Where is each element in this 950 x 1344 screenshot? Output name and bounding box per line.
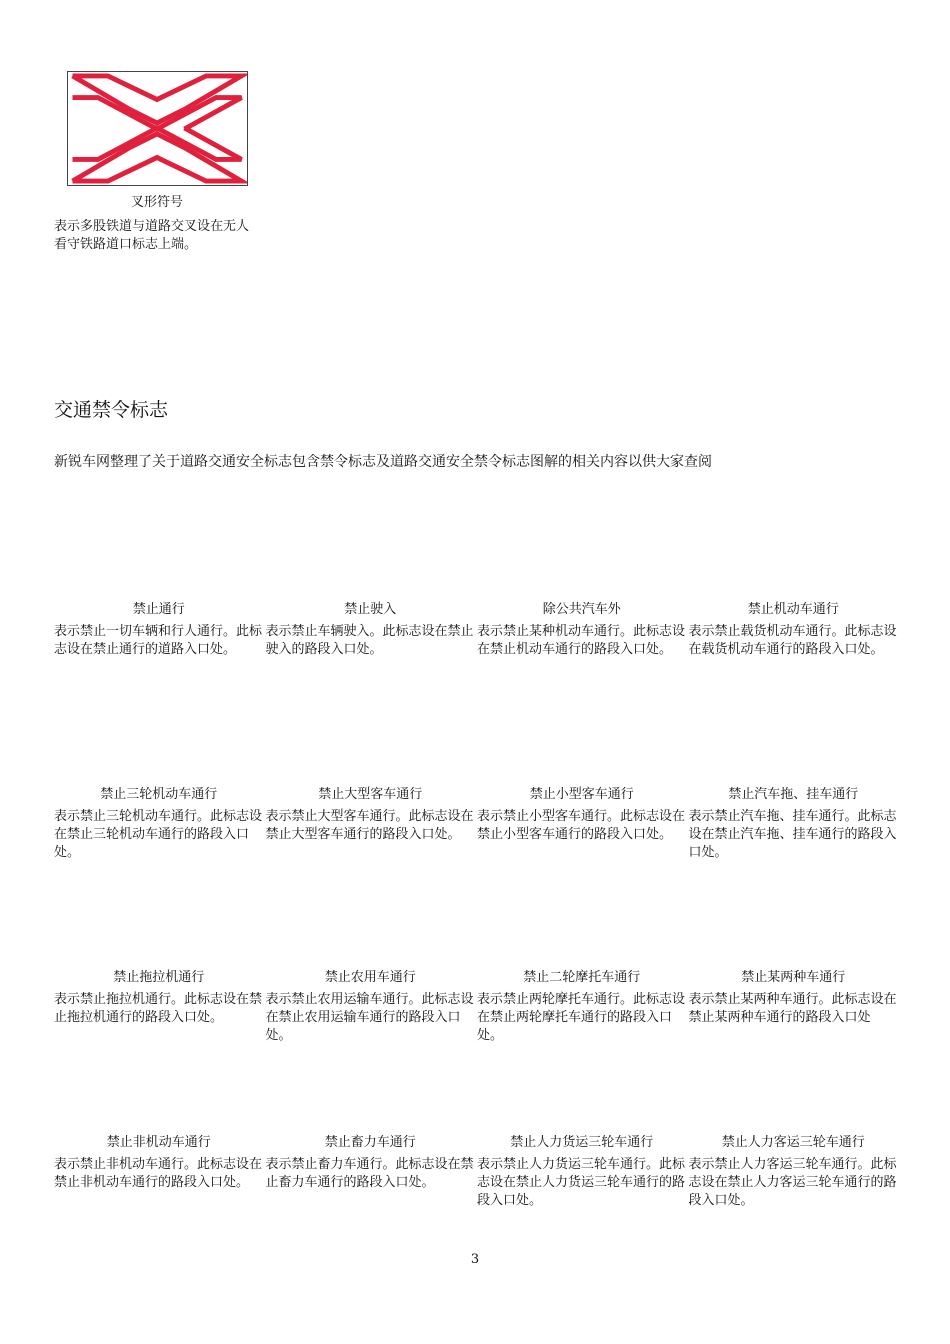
sign-description: 表示禁止大型客车通行。此标志设在禁止大型客车通行的路段入口处。	[265, 809, 474, 842]
sign-description: 表示禁止某两种车通行。此标志设在禁止某两种车通行的路段入口处	[688, 992, 897, 1025]
sign-description: 表示禁止两轮摩托车通行。此标志设在禁止两轮摩托车通行的路段入口处。	[477, 992, 686, 1043]
sign-item	[54, 969, 266, 1045]
sign-description: 表示禁止车辆驶入。此标志设在禁止驶入的路段入口处。	[265, 624, 474, 657]
sign-item	[54, 601, 266, 659]
sign-name: 禁止农用车通行	[324, 970, 416, 985]
sign-name: 禁止机动车通行	[747, 602, 839, 617]
sign-name: 禁止小型客车通行	[529, 787, 634, 802]
sign-row-1	[54, 601, 900, 659]
sign-description: 表示禁止人力客运三轮车通行。此标志设在禁止人力客运三轮车通行的路段入口处。	[688, 1157, 897, 1208]
sign-row-4	[54, 1134, 900, 1210]
section-title: 交通禁令标志	[54, 399, 169, 421]
sign-description: 表示禁止汽车拖、挂车通行。此标志设在禁止汽车拖、挂车通行的路段入口处。	[688, 809, 897, 860]
sign-name: 除公共汽车外	[542, 602, 621, 617]
railway-cross-icon	[68, 72, 247, 185]
sign-item	[689, 1134, 901, 1210]
sign-row-3	[54, 969, 900, 1045]
sign-item	[54, 786, 266, 862]
sign-description: 表示禁止畜力车通行。此标志设在禁止畜力车通行的路段入口处。	[265, 1157, 474, 1190]
cross-sign-image	[67, 71, 248, 186]
sign-description: 表示禁止农用运输车通行。此标志设在禁止农用运输车通行的路段入口处。	[265, 992, 474, 1043]
sign-name: 禁止驶入	[344, 602, 397, 617]
sign-description: 表示禁止一切车辆和行人通行。此标志设在禁止通行的道路入口处。	[54, 624, 263, 657]
cross-sign-description: 表示多股铁道与道路交叉设在无人看守铁路道口标志上端。	[54, 219, 250, 252]
sign-description: 表示禁止小型客车通行。此标志设在禁止小型客车通行的路段入口处。	[477, 809, 686, 842]
sign-item	[477, 1134, 689, 1210]
sign-name: 禁止拖拉机通行	[113, 970, 205, 985]
sign-item	[477, 601, 689, 659]
sign-name: 禁止畜力车通行	[324, 1135, 416, 1150]
page-number: 3	[470, 1252, 480, 1267]
sign-description: 表示禁止某种机动车通行。此标志设在禁止机动车通行的路段入口处。	[477, 624, 686, 657]
sign-name: 禁止某两种车通行	[741, 970, 846, 985]
sign-item	[477, 969, 689, 1045]
sign-item	[477, 786, 689, 862]
sign-name: 禁止三轮机动车通行	[100, 787, 218, 802]
sign-name: 禁止汽车拖、挂车通行	[728, 787, 859, 802]
sign-row-2	[54, 786, 900, 862]
sign-item	[266, 786, 478, 862]
sign-item	[689, 969, 901, 1045]
section-intro: 新锐车网整理了关于道路交通安全标志包含禁令标志及道路交通安全禁令标志图解的相关内容以供大家查阅	[54, 454, 712, 470]
sign-item	[54, 1134, 266, 1210]
sign-item	[689, 786, 901, 862]
sign-description: 表示禁止三轮机动车通行。此标志设在禁止三轮机动车通行的路段入口处。	[54, 809, 263, 860]
sign-name: 禁止人力客运三轮车通行	[721, 1135, 865, 1150]
sign-name: 禁止人力货运三轮车通行	[510, 1135, 654, 1150]
sign-item	[266, 601, 478, 659]
sign-name: 禁止大型客车通行	[318, 787, 423, 802]
sign-item	[266, 969, 478, 1045]
sign-description: 表示禁止拖拉机通行。此标志设在禁止拖拉机通行的路段入口处。	[54, 992, 263, 1025]
sign-name: 禁止通行	[132, 602, 185, 617]
cross-sign-caption: 叉形符号	[130, 195, 183, 210]
sign-item	[689, 601, 901, 659]
sign-name: 禁止二轮摩托车通行	[523, 970, 641, 985]
sign-item	[266, 1134, 478, 1210]
sign-description: 表示禁止载货机动车通行。此标志设在载货机动车通行的路段入口处。	[688, 624, 897, 657]
sign-description: 表示禁止人力货运三轮车通行。此标志设在禁止人力货运三轮车通行的路段入口处。	[477, 1157, 686, 1208]
sign-name: 禁止非机动车通行	[106, 1135, 211, 1150]
sign-description: 表示禁止非机动车通行。此标志设在禁止非机动车通行的路段入口处。	[54, 1157, 263, 1190]
